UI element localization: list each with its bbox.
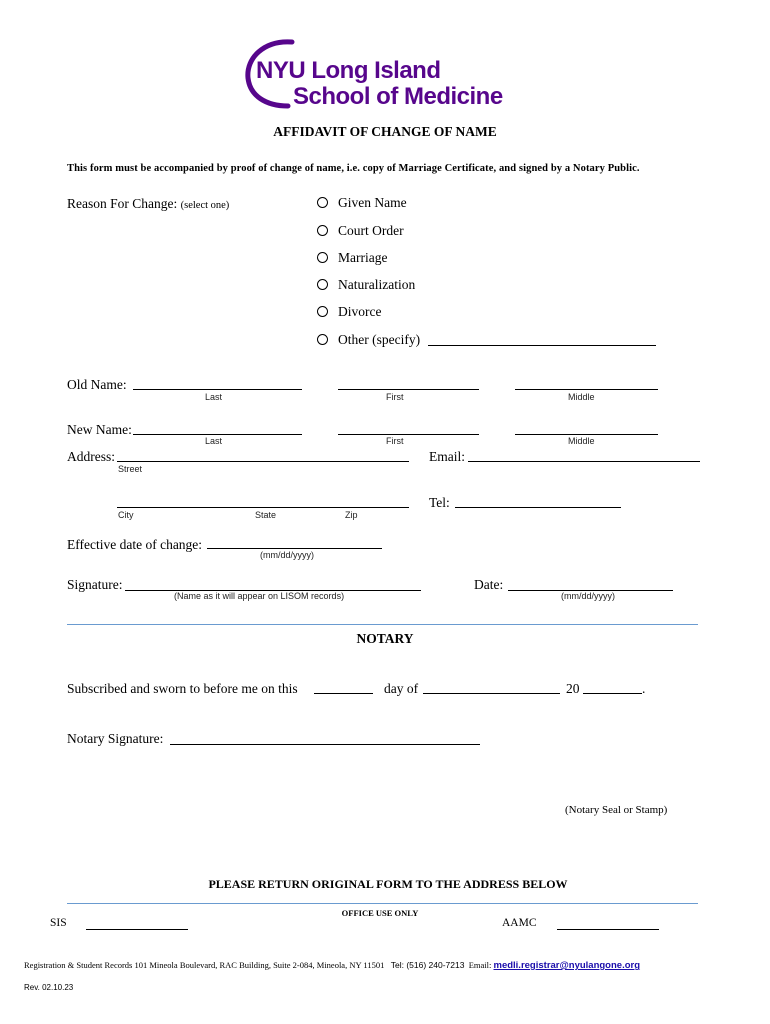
other-specify-field[interactable] (428, 345, 656, 346)
option-given-name: Given Name (338, 195, 407, 210)
sis-field[interactable] (86, 929, 188, 930)
radio-given-name[interactable] (317, 197, 328, 208)
address-label: Address: (67, 449, 115, 464)
tel-label: Tel: (429, 495, 450, 510)
signature-hint: (Name as it will appear on LISOM records) (174, 591, 345, 601)
sworn-month-field[interactable] (423, 693, 560, 694)
reason-hint: (select one) (180, 200, 230, 211)
return-notice: PLEASE RETURN ORIGINAL FORM TO THE ADDRESS BELOW (208, 877, 568, 891)
radio-court-order[interactable] (317, 225, 328, 236)
footer-tel: Tel: (516) 240-7213 (390, 960, 465, 970)
option-other: Other (specify) (338, 332, 421, 347)
radio-naturalization[interactable] (317, 279, 328, 290)
aamc-field[interactable] (557, 929, 659, 930)
email-label: Email: (429, 449, 465, 464)
year-prefix: 20 (566, 681, 580, 696)
notary-seal-text: (Notary Seal or Stamp) (565, 804, 668, 816)
address-state-hint: State (255, 510, 277, 520)
option-divorce: Divorce (338, 304, 382, 319)
footer-email-label: Email: (468, 960, 492, 970)
old-name-middle-field[interactable] (515, 389, 658, 390)
address-street-hint: Street (118, 464, 143, 474)
logo (244, 38, 524, 113)
new-name-label: New Name: (67, 422, 132, 437)
date-label: Date: (474, 577, 504, 592)
new-name-middle-hint: Middle (568, 436, 595, 446)
address-city-hint: City (118, 510, 134, 520)
radio-marriage[interactable] (317, 252, 328, 263)
old-name-first-field[interactable] (338, 389, 479, 390)
radio-other[interactable] (317, 334, 328, 345)
footer-email-link[interactable]: medli.registrar@nyulangone.org (493, 960, 641, 971)
new-name-first-hint: First (386, 436, 404, 446)
address-city-state-zip-field[interactable] (117, 507, 409, 508)
email-field[interactable] (468, 461, 700, 462)
footer-address: Registration & Student Records 101 Mineola Boulevard, RAC Building, Suite 2-084, Mineola, NY 11501 (24, 960, 385, 970)
new-name-last-hint: Last (205, 436, 223, 446)
old-name-label: Old Name: (67, 377, 127, 392)
effective-date-hint: (mm/dd/yyyy) (260, 550, 314, 560)
logo-line2: School of Medicine (293, 83, 503, 110)
effective-date-label: Effective date of change: (67, 537, 203, 552)
new-name-last-field[interactable] (133, 434, 302, 435)
signature-label: Signature: (67, 577, 123, 592)
day-of-text: day of (384, 681, 419, 696)
reason-label-text: Reason For Change: (67, 196, 178, 211)
new-name-middle-field[interactable] (515, 434, 658, 435)
old-name-last-hint: Last (205, 392, 223, 402)
sworn-day-field[interactable] (314, 693, 373, 694)
sworn-year-field[interactable] (583, 693, 642, 694)
office-divider (67, 903, 698, 904)
old-name-first-hint: First (386, 392, 404, 402)
notary-signature-label: Notary Signature: (67, 731, 164, 746)
old-name-last-field[interactable] (133, 389, 302, 390)
option-court-order: Court Order (338, 223, 404, 238)
revision: Rev. 02.10.23 (24, 983, 74, 992)
logo-line1: NYU Long Island (256, 57, 441, 84)
office-use-heading: OFFICE USE ONLY (341, 908, 419, 918)
footer-line (24, 960, 640, 971)
date-hint: (mm/dd/yyyy) (561, 591, 615, 601)
instructions: This form must be accompanied by proof of change of name, i.e. copy of Marriage Certificate, and signed by a Notary Public. (67, 163, 640, 174)
notary-signature-field[interactable] (170, 744, 480, 745)
section-divider (67, 624, 698, 625)
option-marriage: Marriage (338, 250, 388, 265)
address-street-field[interactable] (117, 461, 409, 462)
effective-date-field[interactable] (207, 548, 382, 549)
option-naturalization: Naturalization (338, 277, 416, 292)
notary-heading: NOTARY (356, 631, 414, 646)
reason-label (67, 196, 229, 212)
old-name-middle-hint: Middle (568, 392, 595, 402)
radio-divorce[interactable] (317, 306, 328, 317)
tel-field[interactable] (455, 507, 621, 508)
sworn-prefix: Subscribed and sworn to before me on this (67, 681, 298, 696)
aamc-label: AAMC (502, 917, 537, 929)
address-zip-hint: Zip (345, 510, 358, 520)
new-name-first-field[interactable] (338, 434, 479, 435)
sworn-period: . (642, 681, 646, 696)
sis-label: SIS (50, 917, 67, 929)
form-title: AFFIDAVIT OF CHANGE OF NAME (273, 124, 497, 139)
